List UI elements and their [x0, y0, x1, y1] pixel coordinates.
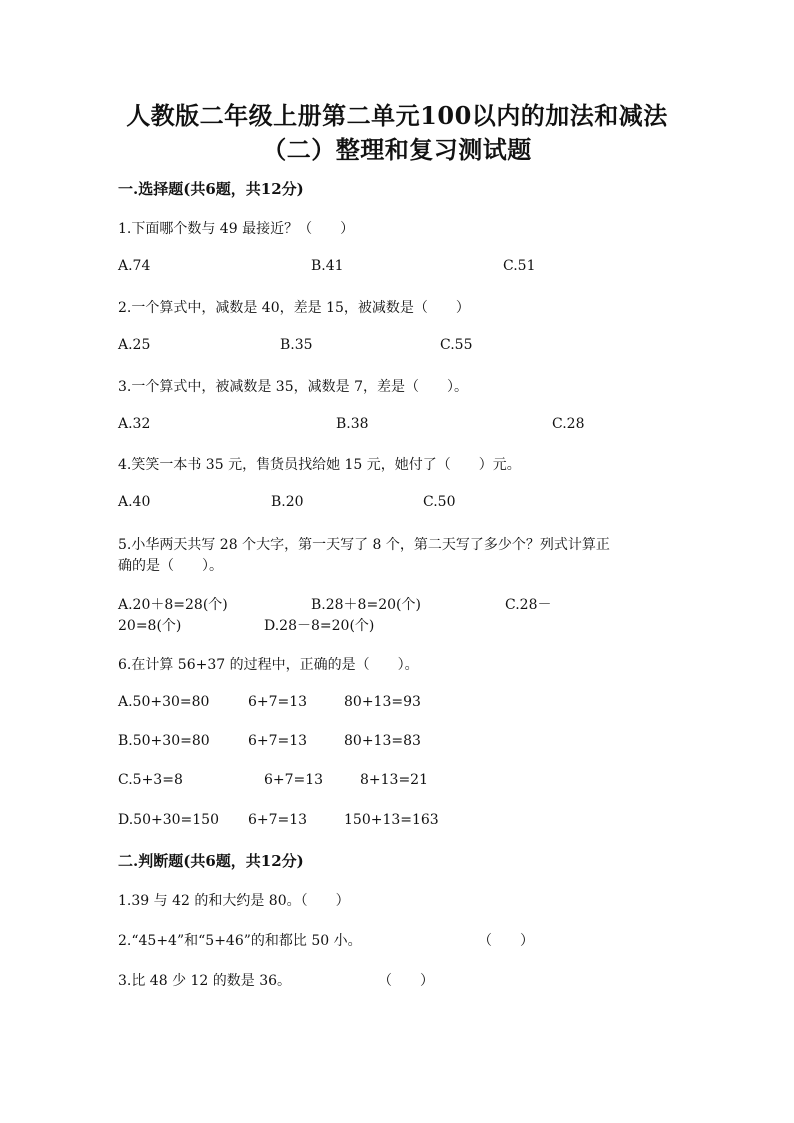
option-1a: A.74: [118, 258, 151, 274]
judge-item-2-paren: （ ）: [478, 933, 534, 949]
option-3b: B.38: [336, 416, 369, 432]
option-3a: A.32: [118, 416, 151, 432]
option-1b: B.41: [311, 258, 344, 274]
page-title: 人教版二年级上册第二单元100以内的加法和减法: [126, 101, 668, 130]
option-4c: C.50: [423, 494, 456, 510]
page-subtitle: （二）整理和复习测试题: [262, 135, 532, 164]
option-6c-step2: 6+7=13: [264, 772, 324, 788]
option-5c-cont: 20=8(个): [118, 618, 182, 634]
option-6c-step3: 8+13=21: [360, 772, 428, 788]
option-5c: C.28－: [505, 597, 552, 613]
option-5a: A.20＋8=28(个): [118, 597, 228, 613]
option-6a-step2: 6+7=13: [248, 694, 308, 710]
option-6b-step2: 6+7=13: [248, 733, 308, 749]
option-6d-step2: 6+7=13: [248, 812, 308, 828]
judge-item-3-paren: （ ）: [378, 973, 434, 989]
section-heading-judge: 二.判断题(共6题，共12分): [118, 852, 304, 870]
option-1c: C.51: [503, 258, 536, 274]
option-2c: C.55: [440, 337, 473, 353]
option-6b-step1: B.50+30=80: [118, 733, 210, 749]
option-4a: A.40: [118, 494, 151, 510]
judge-item-2: 2.“45+4”和“5+46”的和都比 50 小。: [118, 933, 362, 949]
option-4b: B.20: [271, 494, 304, 510]
judge-item-1: 1.39 与 42 的和大约是 80。（ ）: [118, 893, 350, 909]
judge-item-3: 3.比 48 少 12 的数是 36。: [118, 973, 292, 989]
question-2: 2.一个算式中，减数是 40，差是 15，被减数是（ ）: [118, 300, 470, 316]
question-6: 6.在计算 56+37 的过程中，正确的是（ ）。: [118, 657, 419, 673]
option-2b: B.35: [280, 337, 313, 353]
question-4: 4.笑笑一本书 35 元，售货员找给她 15 元，她付了（ ）元。: [118, 457, 521, 473]
option-6a-step3: 80+13=93: [344, 694, 421, 710]
option-5b: B.28＋8=20(个): [311, 597, 421, 613]
option-6b-step3: 80+13=83: [344, 733, 421, 749]
option-6c-step1: C.5+3=8: [118, 772, 183, 788]
question-1: 1.下面哪个数与 49 最接近？（ ）: [118, 221, 355, 237]
option-2a: A.25: [118, 337, 151, 353]
question-5-line2: 确的是（ ）。: [118, 558, 223, 574]
option-6a-step1: A.50+30=80: [118, 694, 210, 710]
option-6d-step1: D.50+30=150: [118, 812, 219, 828]
question-5-line1: 5.小华两天共写 28 个大字，第一天写了 8 个，第二天写了多少个？列式计算正: [118, 537, 610, 553]
section-heading-choice: 一.选择题(共6题，共12分): [118, 180, 304, 198]
question-3: 3.一个算式中，被减数是 35，减数是 7，差是（ ）。: [118, 379, 468, 395]
option-5d: D.28－8=20(个): [264, 618, 375, 634]
option-3c: C.28: [552, 416, 585, 432]
option-6d-step3: 150+13=163: [344, 812, 439, 828]
